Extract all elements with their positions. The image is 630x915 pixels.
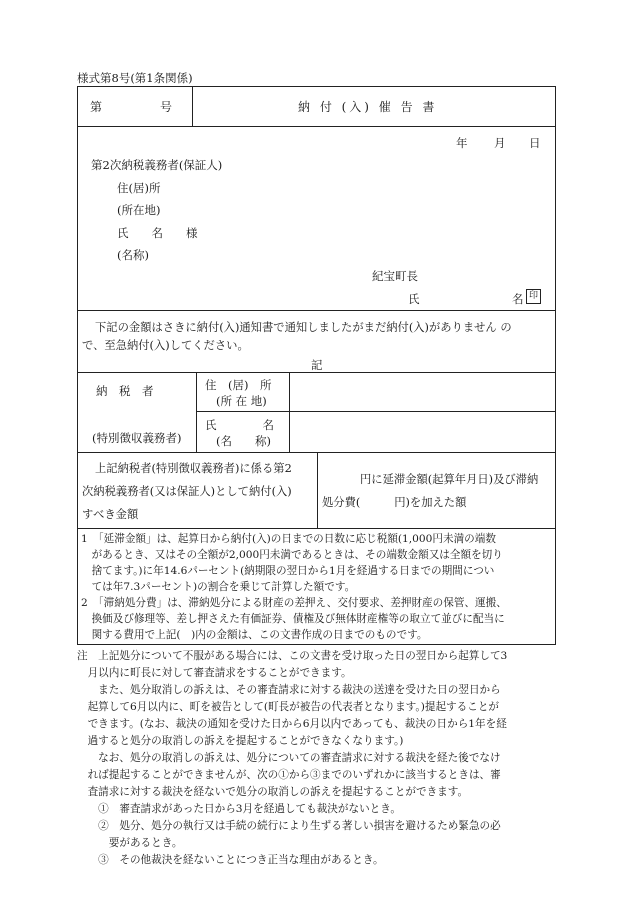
date-day: 日 <box>529 136 541 150</box>
footnote-line-10: ① 審査請求があった日から3月を経過しても裁決がないとき。 <box>77 803 402 815</box>
date-year: 年 <box>456 136 468 150</box>
notice-line-2: で、至急納付(入)してください。 <box>82 339 249 352</box>
number-label-first: 第 <box>90 100 103 114</box>
amount-label-line-2: 次納税義務者(又は保証人)として納付(入) <box>82 485 292 498</box>
taxpayer-col-right <box>289 372 290 452</box>
amount-value-line-1: 円に延滞金額(起算年月日)及び滞納 <box>360 473 539 486</box>
ki-mark: 記 <box>311 358 323 372</box>
footnote-line-11: ② 処分、処分の執行又は手続の続行により生ずる著しい損害を避けるため緊急の必 <box>77 820 501 832</box>
taxpayer-address-label: 住 (居) 所 <box>205 378 272 392</box>
form-id: 様式第8号(第1条関係) <box>77 71 193 85</box>
notice-line-1: 下記の金額はさきに納付(入)通知書で通知しましたがまだ納付(入)がありません の <box>95 321 512 334</box>
note-line-4: ては年7.3パーセント)の割合を乗じて計算した額です。 <box>81 581 356 593</box>
taxpayer-name-label: 氏 名 <box>205 418 274 432</box>
note-line-3: 捨てます。)に年14.6パーセント(納期限の翌日から1月を経過する日までの期間につい <box>81 565 495 577</box>
footnote-line-2: 月以内に町長に対して審査請求をすることができます。 <box>77 667 352 679</box>
issuer-town: 紀宝町長 <box>372 269 418 283</box>
notice-divider <box>77 310 556 311</box>
footnote-line-6: 過すると処分の取消しの訴えを提起することができなくなります。) <box>77 735 404 747</box>
taxpayer-corp-label: (名 称) <box>216 434 271 448</box>
taxpayer-label: 納 税 者 <box>96 384 154 398</box>
addressee-address: 住(居)所 <box>117 181 161 195</box>
issuer-name-first: 氏 <box>408 292 420 306</box>
amount-label-line-3: すべき金額 <box>82 508 139 521</box>
addressee-corp-name: (名称) <box>117 248 149 262</box>
taxpayer-mid-line <box>196 411 556 412</box>
seal-mark <box>526 289 541 304</box>
note-line-5: 2 「滞納処分費」は、滞納処分による財産の差押え、交付要求、差押財産の保管、運搬、 <box>81 597 507 609</box>
taxpayer-col-left <box>196 372 197 452</box>
amount-split <box>317 452 318 528</box>
note-line-6: 換価及び修理等、差し押さえた有価証券、債権及び無体財産権等の取立て並びに配当に <box>81 613 505 625</box>
issuer-name-second: 名 <box>512 292 524 306</box>
taxpayer-sub-label: (特別徴収義務者) <box>92 431 182 445</box>
footnote-line-12: 要があるとき。 <box>77 837 183 849</box>
note-line-1: 1 「延滞金額」は、起算日から納付(入)の日までの日数に応じ税額(1,000円未満の端数 <box>81 533 496 545</box>
amount-label-line-1: 上記納税者(特別徴収義務者)に係る第2 <box>95 462 292 475</box>
footnote-line-4: 起算して6月以内に、町を被告として(町長が被告の代表者となります。)提起することが <box>77 701 500 713</box>
header-split <box>192 86 193 126</box>
note-line-7: 関する費用で上記( )内の金額は、この文書作成の日までのものです。 <box>81 629 428 641</box>
header-divider <box>77 126 556 127</box>
taxpayer-top-line <box>77 372 556 373</box>
note-line-2: があるとき、又はその全額が2,000円未満であるときは、その端数金額又は全額を切り <box>81 549 503 561</box>
addressee-title: 第2次納税義務者(保証人) <box>91 158 223 172</box>
addressee-location: (所在地) <box>117 203 161 217</box>
footnote-line-13: ③ その他裁決を経ないことにつき正当な理由があるとき。 <box>77 854 384 866</box>
footnote-line-8: れば提起することができませんが、次の①から③までのいずれかに該当するときは、審 <box>77 769 501 781</box>
footnote-line-1: 注 上記処分について不服がある場合には、この文書を受け取った日の翌日から起算して3 <box>77 650 508 662</box>
footnote-line-9: 査請求に対する裁決を経ないで処分の取消しの訴えを提起することができます。 <box>77 786 469 798</box>
footnote-line-3: また、処分取消しの訴えは、その審査請求に対する裁決の送達を受けた日の翌日から <box>77 684 501 696</box>
seal-text: 印 <box>526 289 541 304</box>
number-label-second: 号 <box>160 100 173 114</box>
amount-bottom-line <box>77 528 556 529</box>
amount-value-line-2: 処分費( 円)を加えた額 <box>322 496 467 509</box>
taxpayer-location-label: (所 在 地) <box>216 394 267 408</box>
footnote-line-5: できます。(なお、裁決の通知を受けた日から6月以内であっても、裁決の日から1年を経 <box>77 718 507 730</box>
form-title: 納 付 (入) 催 告 書 <box>298 100 438 114</box>
footnote-line-7: なお、処分の取消しの訴えは、処分についての審査請求に対する裁決を経た後でなけ <box>77 752 501 764</box>
date-month: 月 <box>494 136 506 150</box>
addressee-name: 氏 名 様 <box>117 226 198 240</box>
